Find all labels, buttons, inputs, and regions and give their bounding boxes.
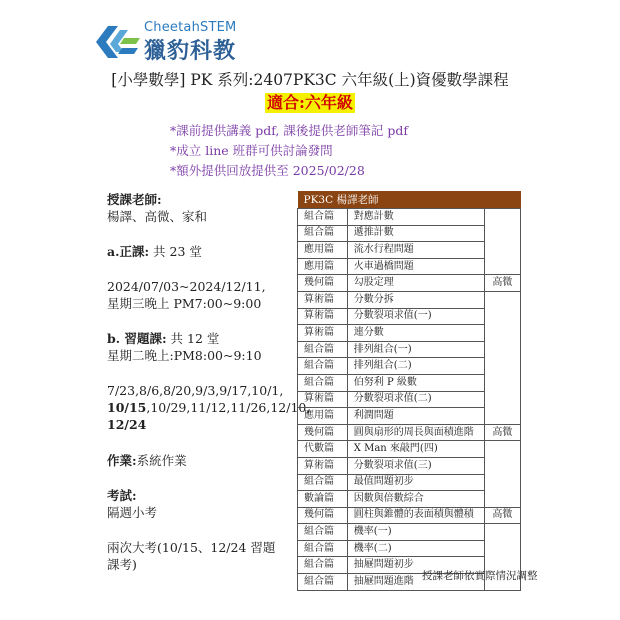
- teacher-tag: [484, 341, 520, 358]
- topic-title: 分數裂項求值(一): [347, 308, 484, 325]
- practice-class-count: 共 12 堂: [166, 331, 220, 346]
- table-row: [298, 540, 521, 557]
- topic-title: 分數裂項求值(二): [347, 391, 484, 408]
- topic-title: 分數裂項求值(三): [347, 457, 484, 474]
- exam-major-line-1: 兩次大考(10/15、12/24 習題: [107, 540, 276, 555]
- teacher-tag: [484, 358, 520, 375]
- practice-dates-line-2: [107, 400, 310, 416]
- teacher-tag: [484, 408, 520, 425]
- course-schedule-table: [297, 191, 521, 591]
- topic-category: 應用篇: [298, 242, 348, 259]
- topic-title: 排列組合(一): [347, 341, 484, 358]
- logo: [94, 20, 274, 66]
- practice-class-line: [107, 331, 219, 347]
- note-item: *額外提供回放提供至 2025/02/28: [170, 163, 365, 178]
- note-item: *成立 line 班群可供討論發問: [170, 143, 333, 158]
- topic-category: 組合篇: [298, 358, 348, 375]
- table-row: [298, 242, 521, 259]
- teacher-tag: 高微: [484, 507, 520, 524]
- table-row: [298, 374, 521, 391]
- topic-category: 組合篇: [298, 540, 348, 557]
- cheetah-stem-logo-icon: [94, 22, 142, 62]
- table-row: [298, 474, 521, 491]
- topic-title: 機率(二): [347, 540, 484, 557]
- logo-text-en: CheetahSTEM: [144, 20, 237, 35]
- topic-title: 排列組合(二): [347, 358, 484, 375]
- topic-category: 組合篇: [298, 524, 348, 541]
- teacher-tag: [484, 441, 520, 458]
- topic-category: 組合篇: [298, 557, 348, 574]
- table-row: [298, 291, 521, 308]
- topic-category: 組合篇: [298, 341, 348, 358]
- table-row: [298, 391, 521, 408]
- table-row: [298, 408, 521, 425]
- teacher-tag: [484, 391, 520, 408]
- topic-category: 算術篇: [298, 457, 348, 474]
- table-row: [298, 209, 521, 226]
- teacher-list: 楊譯、高微、家和: [107, 209, 208, 224]
- table-row: [298, 275, 521, 292]
- regular-class-line: [107, 244, 202, 260]
- regular-class-label: a.正課:: [107, 244, 150, 259]
- homework-line: [107, 453, 187, 469]
- table-row: [298, 341, 521, 358]
- topic-title: 流水行程問題: [347, 242, 484, 259]
- topic-category: 應用篇: [298, 258, 348, 275]
- topic-title: 抽屜問題進階: [347, 574, 484, 591]
- teacher-tag: [484, 242, 520, 259]
- topic-title: 圓柱與錐體的表面積與體積: [347, 507, 484, 524]
- topic-category: 算術篇: [298, 291, 348, 308]
- topic-title: 分數分拆: [347, 291, 484, 308]
- topic-category: 組合篇: [298, 225, 348, 242]
- exam-major-line-2: 課考): [107, 557, 137, 572]
- teacher-tag: [484, 209, 520, 226]
- suitable-grade-banner: 適合:六年級: [267, 93, 353, 112]
- teacher-tag: 高微: [484, 275, 520, 292]
- practice-date-highlight: 10/15: [107, 400, 147, 415]
- topic-category: 組合篇: [298, 374, 348, 391]
- table-row: [298, 507, 521, 524]
- topic-category: 數論篇: [298, 491, 348, 508]
- teacher-tag: 高微: [484, 424, 520, 441]
- topic-title: 圓與扇形的周長與面積進階: [347, 424, 484, 441]
- table-row: [298, 225, 521, 242]
- regular-class-time: 星期三晚上 PM7:00~9:00: [107, 296, 262, 311]
- topic-category: 算術篇: [298, 308, 348, 325]
- teacher-tag: [484, 457, 520, 474]
- teacher-tag: [484, 291, 520, 308]
- teacher-tag: [484, 491, 520, 508]
- topic-category: 算術篇: [298, 391, 348, 408]
- teacher-tag: [484, 540, 520, 557]
- table-header: PK3C 楊譯老師: [298, 191, 521, 209]
- topic-title: 機率(一): [347, 524, 484, 541]
- footnote: 授課老師依實際情況調整: [422, 570, 538, 582]
- topic-title: 勾股定理: [347, 275, 484, 292]
- practice-dates-line-1: 7/23,8/6,8/20,9/3,9/17,10/1,: [107, 383, 284, 398]
- regular-class-dates: 2024/07/03~2024/12/11,: [107, 279, 266, 294]
- topic-category: 幾何篇: [298, 275, 348, 292]
- topic-category: 幾何篇: [298, 507, 348, 524]
- topic-category: 組合篇: [298, 209, 348, 226]
- table-row: [298, 424, 521, 441]
- table-row: [298, 457, 521, 474]
- topic-category: 應用篇: [298, 408, 348, 425]
- practice-dates-line-3: 12/24: [107, 417, 147, 432]
- practice-dates-rest: ,10/29,11/12,11/26,12/10,: [146, 400, 311, 415]
- course-notes: [170, 121, 408, 181]
- table-row: [298, 258, 521, 275]
- table-row: [298, 524, 521, 541]
- table-row: [298, 358, 521, 375]
- table-row: [298, 441, 521, 458]
- teacher-tag: [484, 524, 520, 541]
- topic-title: 對應計數: [347, 209, 484, 226]
- teacher-tag: [484, 258, 520, 275]
- topic-title: 遞推計數: [347, 225, 484, 242]
- teacher-tag: [484, 325, 520, 342]
- topic-category: 組合篇: [298, 474, 348, 491]
- topic-title: 火車過橋問題: [347, 258, 484, 275]
- logo-text-zh: 獵豹科教: [144, 39, 237, 64]
- homework-value: 系統作業: [136, 453, 187, 468]
- practice-class-time: 星期二晚上:PM8:00~9:10: [107, 348, 262, 363]
- topic-title: 利潤問題: [347, 408, 484, 425]
- topic-title: 因數與倍數綜合: [347, 491, 484, 508]
- topic-title: 抽屜問題初步: [347, 557, 484, 574]
- teacher-heading: 授課老師:: [107, 192, 162, 207]
- teacher-tag: [484, 225, 520, 242]
- table-row: [298, 491, 521, 508]
- topic-category: 代數篇: [298, 441, 348, 458]
- note-item: *課前提供講義 pdf, 課後提供老師筆記 pdf: [170, 123, 408, 138]
- page-title: [小學數學] PK 系列:2407PK3C 六年級(上)資優數學課程: [111, 71, 509, 89]
- practice-class-label: b. 習題課:: [107, 331, 167, 346]
- exam-heading: 考試:: [107, 488, 137, 503]
- table-row: [298, 308, 521, 325]
- homework-label: 作業:: [107, 453, 137, 468]
- topic-category: 組合篇: [298, 574, 348, 591]
- teacher-tag: [484, 308, 520, 325]
- table-row: [298, 325, 521, 342]
- topic-category: 算術篇: [298, 325, 348, 342]
- topic-category: 幾何篇: [298, 424, 348, 441]
- topic-title: 伯努利 P 級數: [347, 374, 484, 391]
- topic-title: 最值問題初步: [347, 474, 484, 491]
- topic-title: X Man 來敲門(四): [347, 441, 484, 458]
- topic-title: 連分數: [347, 325, 484, 342]
- teacher-tag: [484, 374, 520, 391]
- teacher-tag: [484, 474, 520, 491]
- regular-class-count: 共 23 堂: [149, 244, 202, 259]
- exam-quiz: 隔週小考: [107, 505, 158, 520]
